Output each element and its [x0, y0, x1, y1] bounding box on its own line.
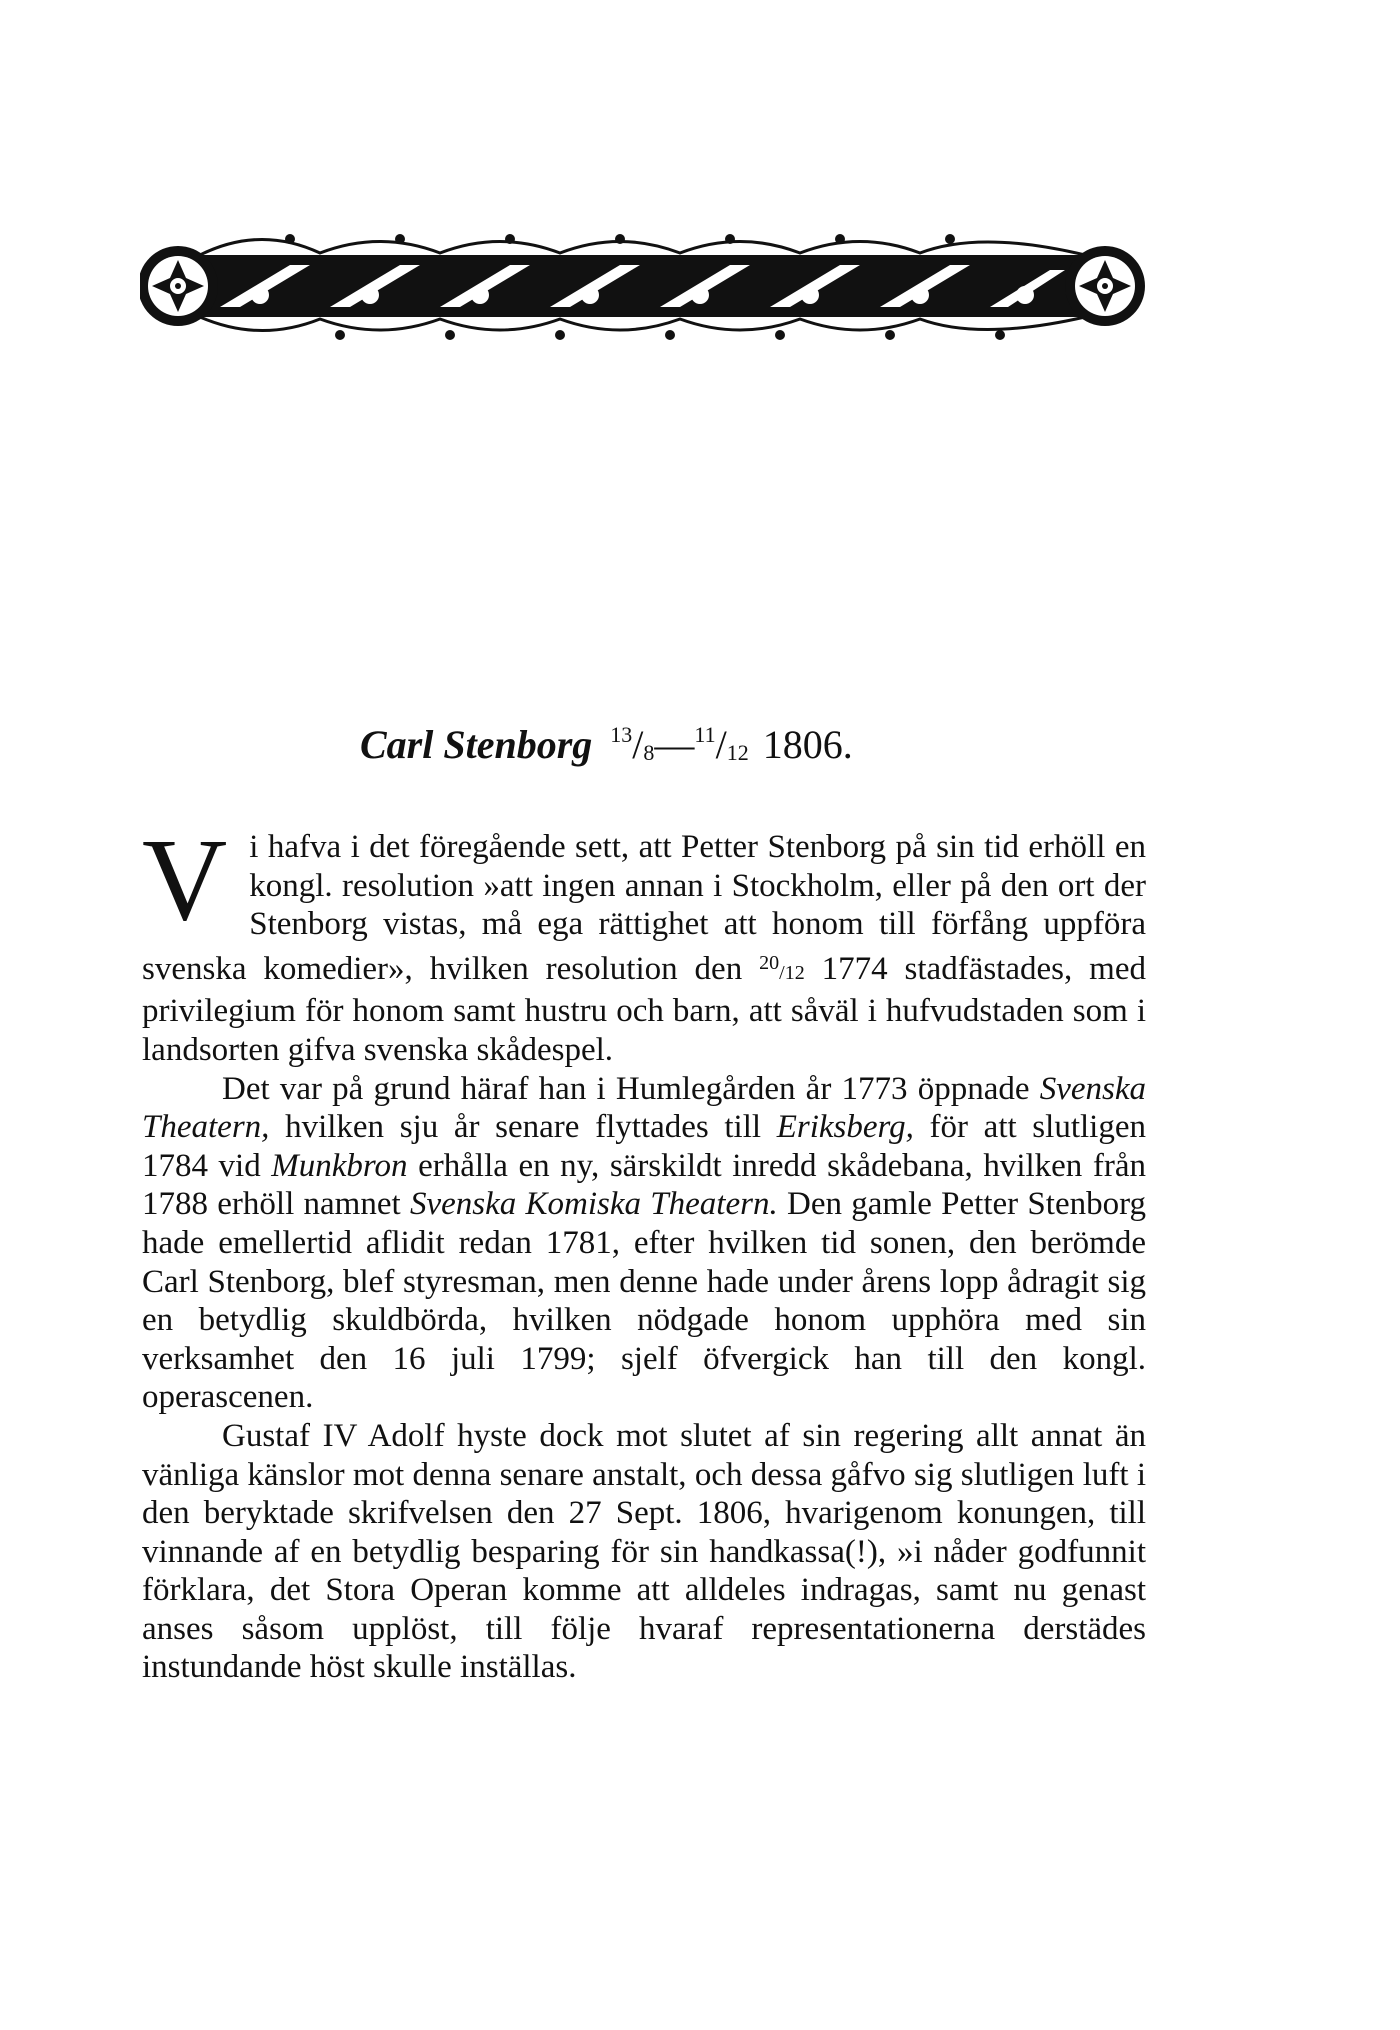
paragraph-2-t4: erhålla en ny, särskildt inredd skådebana, hvilken från 1788 erhöll namnet: [142, 1147, 1146, 1223]
resolution-date-den: 12: [784, 961, 805, 984]
heading-date-to-den: 12: [726, 740, 749, 765]
paragraph-2-i3: Munkbron: [271, 1147, 408, 1184]
chapter-heading: Carl Stenborg $^{13}/_8—^{11}/_{12}$ 1806.: [360, 722, 853, 767]
paragraph-1-text-b: 1774 stadfästades, med privilegium för honom samt hustru och barn, att såväl i hufvudstaden som i landsorten gifva svenska skådespel.: [142, 950, 1146, 1068]
paragraph-3: Gustaf IV Adolf hyste dock mot slutet af sin regering allt annat än vänliga känslor mot denna senare anstalt, och dessa gåfvo sig slutligen luft i den beryktade skrifvelsen den 27 Sept. 1806, hvarigenom konungen, till vinnande af en betydlig besparing för sin handkassa(!), »i nåder godfunnit förklara, det Stora Operan komme att alldeles indragas, samt nu genast anses såsom upplöst, till följe hvaraf representationerna derstädes instundande höst skulle inställas.: [142, 1417, 1146, 1686]
heading-name: Carl Stenborg: [360, 722, 593, 767]
paragraph-2-t1: Det var på grund häraf han i Humlegården år 1773 öppnade: [222, 1070, 1040, 1107]
paragraph-2-t3: för att slutligen 1784 vid: [142, 1109, 1146, 1184]
heading-date-from-num: 13: [610, 722, 633, 747]
paragraph-1-text-a: i hafva i det föregående sett, att Petter Stenborg på sin tid erhöll en kongl. resolution »att ingen annan i Stockholm, eller på den ort der Stenborg vistas, må ega rättighet att honom till förfång uppföra svenska komedier», hvilken resolution den: [142, 829, 1146, 987]
paragraph-1: [142, 814, 1146, 1070]
right-rosette: [1065, 246, 1145, 326]
resolution-date-num: 20: [759, 951, 780, 974]
heading-year: 1806.: [762, 722, 853, 767]
paragraph-2-i4: Svenska Komiska Theatern.: [409, 1186, 778, 1223]
body-text: [142, 814, 1146, 1687]
floral-vine-border-icon: [140, 225, 1145, 347]
paragraph-2-t2: hvilken sju år senare flyttades till: [269, 1109, 777, 1146]
paragraph-2-t5: Den gamle Petter Stenborg hade emellertid aflidit redan 1781, efter hvilken tid sonen, den berömde Carl Stenborg, blef styresman, men denne hade under årens lopp ådragit sig en betydlig skuldbörda, hvilken nödgade honom upphöra med sin verksamhet den 16 juli 1799; sjelf öfvergick han till den kongl. operascenen.: [142, 1186, 1146, 1416]
heading-date-to-num: 11: [694, 722, 716, 747]
resolution-date: $^{20}$/12: [759, 951, 805, 984]
ornament-band: [140, 234, 1145, 340]
heading-date-sep: —: [654, 722, 695, 767]
paragraph-2-i1: Svenska Theatern,: [142, 1070, 1146, 1146]
paragraph-2: [142, 1070, 1146, 1417]
drop-cap: V: [142, 814, 228, 945]
left-rosette: [140, 246, 218, 326]
paragraph-2-i2: Eriksberg,: [776, 1109, 914, 1146]
heading-date-from-den: 8: [643, 740, 655, 765]
